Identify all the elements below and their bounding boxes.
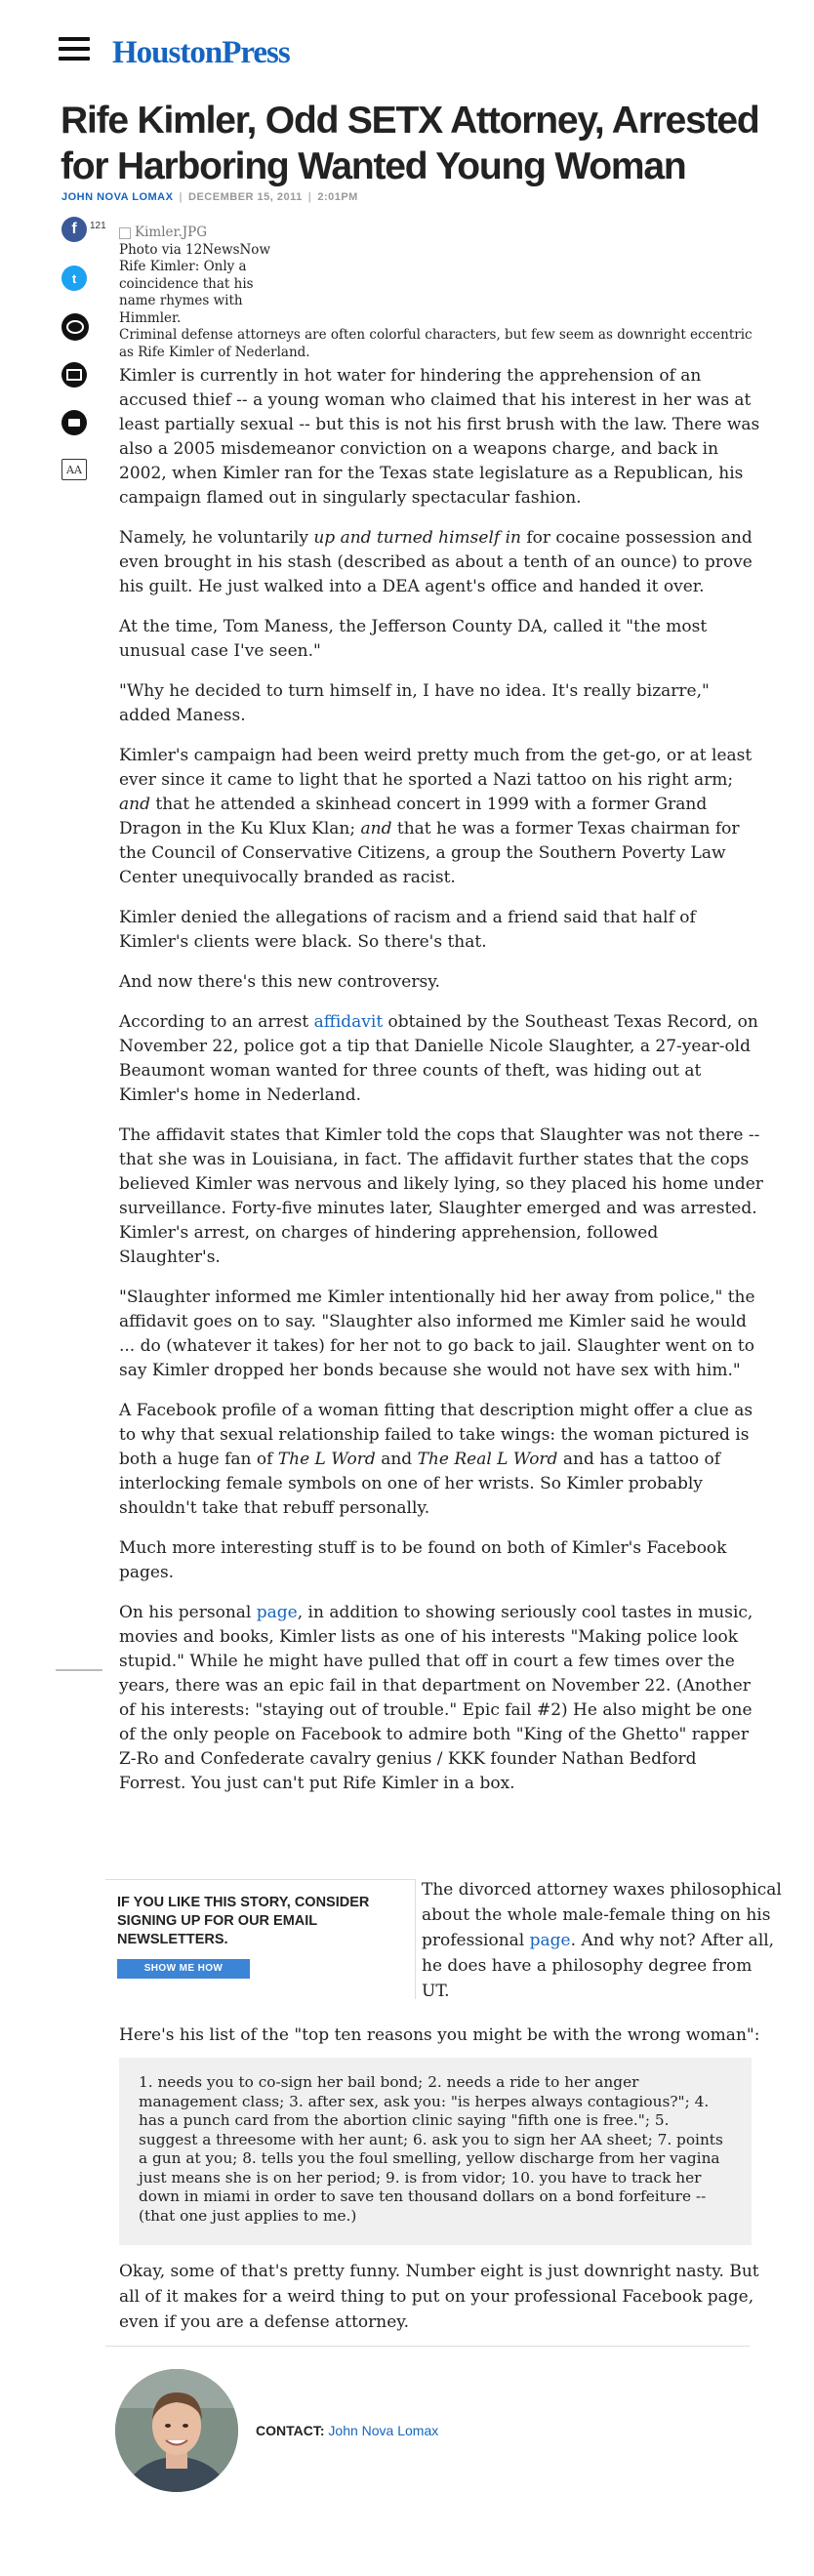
paragraph: "Slaughter informed me Kimler intentionally hid her away from police," the affidavit goes on to say. "Slaughter also informed me Kimler said he would ... do (whatever it takes) for her not to go back to jail. Slaughter went on to say Kimler dropped her bonds because she would not have sex with him." [119, 1288, 755, 1380]
divider [105, 2346, 750, 2347]
paragraph: "Why he decided to turn himself in, I have no idea. It's really bizarre," added Maness. [119, 681, 710, 725]
personal-page-link[interactable]: page [256, 1603, 298, 1622]
broken-image-icon [119, 227, 131, 239]
paragraph: Here's his list of the "top ten reasons you might be with the wrong woman": [119, 2025, 760, 2045]
paragraph: On his personal page, in addition to showing seriously cool tastes in music, movies and books, Kimler lists as one of his interests "Making police look stupid." While he might have pulled that off in court a few times over the years, there was an epic fail in that department on November 22. (Another of his interests: "staying out of trouble." Epic fail #2) He also might be one of the only people on Facebook to admire both "King of the Ghetto" rapper Z-Ro and Confederate cavalry genius / KKK founder Nathan Bedford Forrest. You just can't put Rife Kimler in a box. [119, 1603, 753, 1793]
article-body [119, 364, 763, 1812]
paragraph: Kimler is currently in hot water for hindering the apprehension of an accused thief -- a young woman who claimed that his interest in her was at least partially sexual -- but this is not his first brush with the law. There was also a 2005 misdemeanor conviction on a weapons charge, and back in 2002, when Kimler ran for the Texas state legislature as a Republican, his campaign flamed out in singularly spectacular fashion. [119, 366, 760, 508]
byline: JOHN NOVA LOMAX | DECEMBER 15, 2011 | 2:01PM [61, 191, 358, 203]
photo-note: Criminal defense attorneys are often colorful characters, but few seem as downright eccentric as Rife Kimler of Nederland. [119, 327, 753, 360]
facebook-share-icon[interactable]: f [61, 217, 87, 242]
divider [56, 1669, 102, 1671]
paragraph: Kimler denied the allegations of racism and a friend said that half of Kimler's clients were black. So there's that. [119, 908, 696, 952]
print-icon[interactable] [61, 410, 87, 435]
author-link[interactable]: JOHN NOVA LOMAX [61, 191, 174, 203]
author-avatar[interactable] [115, 2369, 238, 2492]
affidavit-link[interactable]: affidavit [313, 1012, 384, 1032]
twitter-share-icon[interactable]: t [61, 266, 87, 291]
email-share-icon[interactable] [61, 362, 87, 388]
professional-page-link[interactable]: page [529, 1931, 571, 1950]
contact-name-link[interactable]: John Nova Lomax [328, 2423, 439, 2438]
paragraph: The divorced attorney waxes philosophical about the whole male-female thing on his professional page. And why not? After all, he does have a philosophy degree from UT. [422, 1880, 782, 2001]
newsletter-signup-box [105, 1879, 416, 1999]
top-bar [0, 0, 814, 98]
author-contact [256, 2423, 438, 2438]
paragraph: And now there's this new controversy. [119, 972, 440, 992]
author-photo [115, 2369, 238, 2492]
menu-icon[interactable] [59, 37, 90, 61]
paragraph: According to an arrest affidavit obtained by the Southeast Texas Record, on November 22, police got a tip that Danielle Nicole Slaughter, a 27-year-old Beaumont woman wanted for three counts of theft, was hiding out at Kimler's home in Nederland. [119, 1012, 758, 1105]
site-logo[interactable]: HoustonPress [112, 35, 290, 70]
paragraph: Much more interesting stuff is to be found on both of Kimler's Facebook pages. [119, 1538, 727, 1582]
article-image: Kimler.JPG [119, 225, 763, 242]
paragraph: The affidavit states that Kimler told the cops that Slaughter was not there -- that she was in Louisiana, in fact. The affidavit further states that the cops believed Kimler was nervous and likely lying, so they placed his home under surveillance. Forty-five minutes later, Slaughter emerged and was arrested. Kimler's arrest, on charges of hindering apprehension, followed Slaughter's. [119, 1125, 763, 1267]
show-me-how-button[interactable]: SHOW ME HOW [117, 1959, 250, 1979]
publish-time: 2:01PM [317, 191, 358, 203]
publish-date: DECEMBER 15, 2011 [188, 191, 303, 203]
contact-label: CONTACT: [256, 2423, 325, 2438]
paragraph: Namely, he voluntarily up and turned himself in for cocaine possession and even brought in his stash (described as about a tenth of an ounce) to prove his guilt. He just walked into a DEA agent's office and handed it over. [119, 528, 753, 596]
article-headline: Rife Kimler, Odd SETX Attorney, Arrested for Harboring Wanted Young Woman [61, 100, 759, 187]
photo-credit: Photo via 12NewsNow [119, 241, 270, 258]
paragraph: At the time, Tom Maness, the Jefferson County DA, called it "the most unusual case I've seen." [119, 617, 708, 661]
newsletter-text: IF YOU LIKE THIS STORY, CONSIDER SIGNING UP FOR OUR EMAIL NEWSLETTERS. [117, 1895, 370, 1947]
facebook-share-count: 121 [90, 221, 106, 231]
photo-caption: Rife Kimler: Only a coincidence that his name rhymes with Himmler. [119, 259, 254, 326]
comments-icon[interactable] [61, 313, 89, 341]
paragraph: Okay, some of that's pretty funny. Number eight is just downright nasty. But all of it makes for a weird thing to put on your professional Facebook page, even if you are a defense attorney. [119, 2262, 759, 2332]
paragraph: Kimler's campaign had been weird pretty much from the get-go, or at least ever since it came to light that he sported a Nazi tattoo on his right arm; and that he attended a skinhead concert in 1999 with a former Grand Dragon in the Ku Klux Klan; and that he was a former Texas chairman for the Council of Conservative Citizens, a group the Southern Poverty Law Center unequivocally branded as racist. [119, 746, 753, 887]
text-size-button[interactable]: AA [61, 459, 87, 480]
article-figure [119, 225, 763, 361]
blockquote: 1. needs you to co-sign her bail bond; 2. needs a ride to her anger management class; 3. after sex, ask you: "is herpes always contagious?"; 4. has a punch card from the abortion clinic saying "fifth one is free."; 5. suggest a threesome with her aunt; 6. ask you to sign her AA sheet; 7. points a gun at you; 8. tells you the foul smelling, yellow discharge from her vagina just means she is on her period; 9. is from vidor; 10. you have to track her down in miami in order to save ten thousand dollars on a bond forfeiture -- (that one just applies to me.) [119, 2058, 752, 2245]
paragraph: A Facebook profile of a woman fitting that description might offer a clue as to why that sexual relationship failed to take wings: the woman pictured is both a huge fan of The L Word and The Real L Word and has a tattoo of interlocking female symbols on one of her wrists. So Kimler probably shouldn't take that rebuff personally. [119, 1401, 753, 1518]
